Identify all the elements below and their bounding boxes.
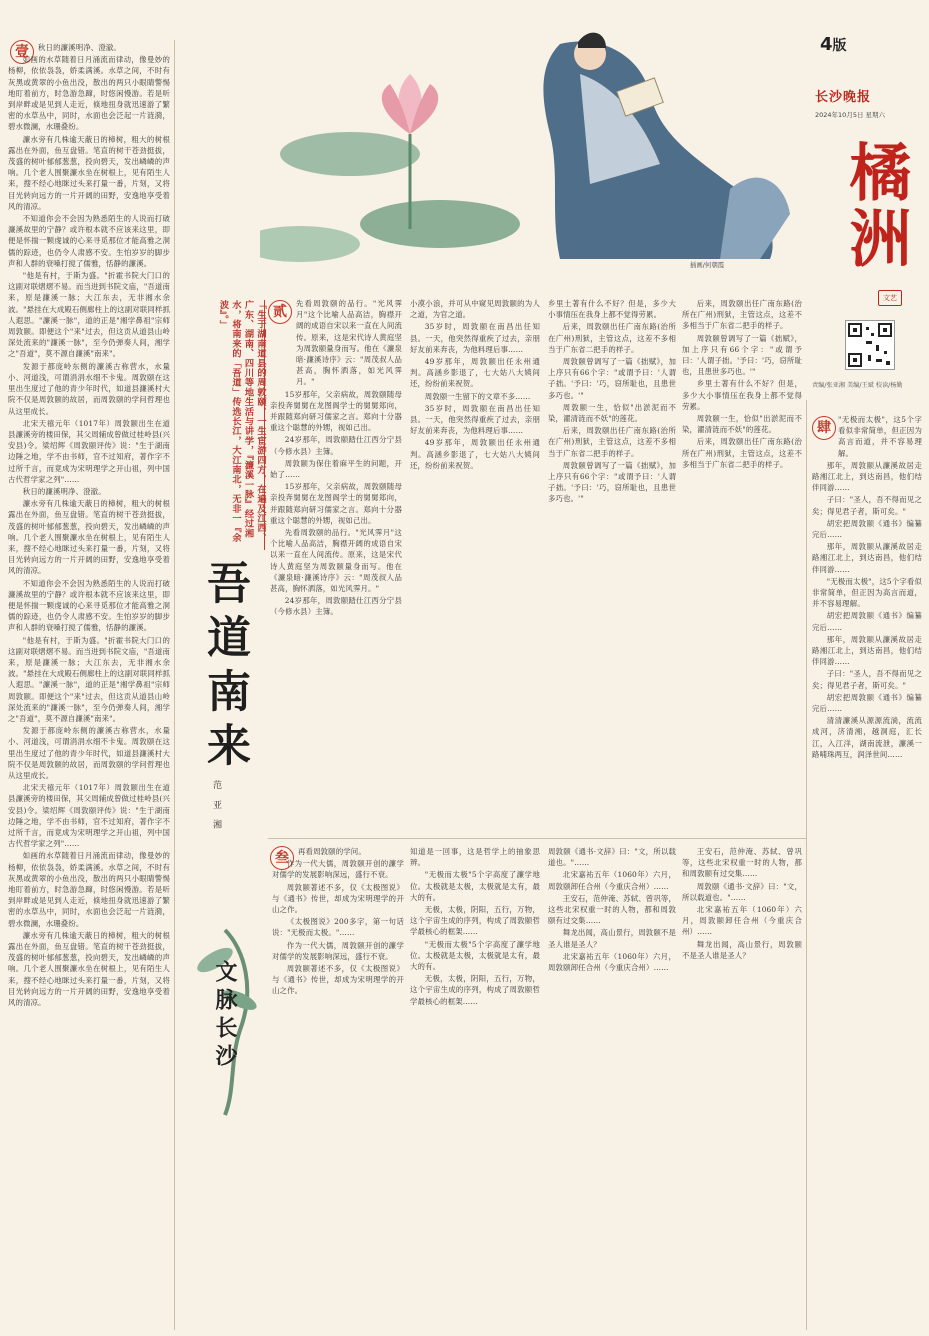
paragraph: 后来，周敦颐出任广南东路(治所在广州)刑狱，主管这点，这差不多相当于广东省二把手的样子。 bbox=[682, 299, 802, 331]
paragraph: 周敦颐曾调写了一篇《拙赋》，加上序只有66个字："或谓予曰：'人谓子拙。'予曰：'巧，窃所耻也，且患世多巧也。'" bbox=[548, 460, 676, 504]
paragraph: 15岁那年，父亲病故，周敦颐随母亲投奔舅舅在龙图阁学士的舅舅郑向，并跟随郑向研习儒家之言。郑向十分器重这个聪慧的外甥，视如己出。 bbox=[270, 482, 402, 525]
paragraph: 35岁时，周敦颐在南昌出任知县。一天，他突然得重疾了过去，亲朋好友前来奔丧，为他料理后事…… bbox=[410, 322, 540, 354]
section-badge-3: 叁 bbox=[270, 846, 294, 870]
paragraph: 不知道你会不会因为熟悉陌生的人说而打破濂溪故里的宁静？或许根本就不应该来这里，即便是怀揣一颗虔诚的心来寻觅那位才能高雅之洞儒的踪迹，也仍令人肃感不安。生怕岁岁的脚步声和人群的衰嗓打搅了儒雅，恬静的濂溪。 bbox=[8, 578, 170, 633]
masthead-logo: 长沙晚报 bbox=[815, 90, 872, 105]
paragraph: 北宋天禧元年（1017年）周敦颐出生在道县濂溪旁的楼田保，其父周辅成曾做过桂岭县(兴安县)令。梁绍辉《周敦颐评传》说："生于湖南边陲之地，学不由书师，官不过知府，著作字不过所千言，而竟成为宋明理学之开山祖，列中国古代哲学家之列"…… bbox=[8, 783, 170, 849]
paragraph: 子曰："圣人，吾不得而见之矣；得见君子者，斯可矣。" bbox=[812, 495, 922, 516]
paragraph: 先看周敦颐的品行。"光风霁月"这个比喻人品高洁，胸襟开阔的成语自宋以来一直在人间流传。原来，这是宋代诗人黄庭坚为周敦颐量身而写。他在《濂泉暗·濂溪诗序》云："周茂叔人品甚高，胸怀洒落，如光风霁月。" bbox=[296, 299, 402, 387]
article-column-1 bbox=[8, 42, 170, 1327]
brand-seal: 文艺 bbox=[878, 290, 902, 306]
paragraph: 24岁那年，周敦颐踏仕江西分宁县（今修水县）主簿。 bbox=[270, 596, 402, 617]
paragraph: 清清濂溪从源源流淌，流流成河，济清湘，越洞庭，汇长江，入江洋，湖南流泄，濂溪一路哺珠两互，润泽世间…… bbox=[812, 716, 922, 759]
paragraph: 无极，太极，阴阳，五行，万物，这个宇宙生成的序列，构成了周敦颐哲学最核心的框架…… bbox=[410, 905, 540, 937]
section-badge-1: 壹 bbox=[10, 40, 34, 64]
column-divider bbox=[806, 400, 807, 1330]
paragraph: "无极而太极"5个字高度了濂学地位。太极就是太极，太极就是太有，最大的有。 bbox=[410, 870, 540, 902]
paragraph: 再看周敦颐的学问。 bbox=[298, 847, 366, 856]
paragraph: 后来，周敦颐出任广南东路(治所在广州)刑狱，主管这点，这差不多相当于广东省二把手的样子。 bbox=[548, 322, 676, 354]
pull-quote: 「生于湖南道县的周敦颐，一生宦游四方，在遍及江西、广东、湖南、四川等地生活与讲学，『濂溪一脉』经过湘水，将南来的「吾道」传选长江，大江南北，无非一『余波』。」 bbox=[217, 300, 266, 543]
article-column-10 bbox=[812, 414, 922, 1330]
article-column-9 bbox=[682, 846, 802, 1330]
editor-credits: 责编/张亚湘 美编/王斌 校读/杨勤 bbox=[812, 382, 903, 389]
paragraph: 如画的水草随着日月涌流而律动，像曼妙的杨柳，依依袅袅，娇柔满溪。水草之间，不时有灰黑或黄翠的小鱼出没，散出的两只小眼睛警惕地盯着前方，时急游急蹿，时悠闲慢游。若是听到岸畔或是见到人走近，倏地扭身就迅速游了繁密的水草丛中，同时，水面也会泛起一片涟漪，碧水微澜，水珊叠纷。 bbox=[8, 851, 170, 928]
article-column-8 bbox=[548, 846, 676, 1330]
scholar-lotus-illustration bbox=[260, 14, 800, 274]
article-column-3 bbox=[410, 298, 540, 828]
paragraph: 小漠小浪，并可从中窥见周敦颐的为人之道，为官之道。 bbox=[410, 299, 540, 320]
paragraph: 作为一代大儒，周敦颐开创的濂学对儒学的发展影响深远，盛行不衰。 bbox=[272, 940, 404, 961]
paragraph: 胡宏把周敦颐《通书》编纂完后…… bbox=[812, 611, 922, 632]
article-column-5 bbox=[682, 298, 802, 828]
paragraph: 后来，周敦颐出任广南东路(治所在广州)刑狱，主管这点，这差不多相当于广东省二把手的样子。 bbox=[682, 437, 802, 469]
paragraph: "他是有村，于斯为盛。"折霍书院大门口的这副对联熠熠不易。而当进到书院文庙，"吾道南来，原是濂溪一脉；大江东去，无非湘水余波。"悬挂在大成殿石侧廊柱上的这副对联同样抓人遐思。"濂溪一脉"，道的正是"湘学鼻祖"宗师周敦颐。即便这个"来"过去，但这贡从道县山岭深处流来的"濂溪一脉"，至今仍弹奏人间，湘学之"吾道"，莫不源自濂溪"南来"。 bbox=[8, 635, 170, 723]
paragraph: 先看周敦颐的品行。"光风霁月"这个比喻人品高洁，胸襟开阔的成语自宋以来一直在人间流传。原来，这是宋代诗人黄庭坚为周敦颐量身而写。他在《濂泉暗·濂溪诗序》云："周茂叔人品甚高，胸怀洒落，如光风霁月。" bbox=[270, 528, 402, 594]
illustration-caption: 插画/何朝霞 bbox=[690, 261, 725, 269]
paragraph: 那年，周敦颐从濂溪故居走路湘江北上，到达南昌，他们结伴同游…… bbox=[812, 542, 922, 574]
section-badge-2: 贰 bbox=[268, 300, 292, 324]
article-author: 范 亚 湘 bbox=[211, 780, 221, 833]
paragraph: "无极而太极"5个字高度了濂学地位。太极就是太极，太极就是太有，最大的有。 bbox=[410, 939, 540, 972]
paragraph: 周敦颐曾调写了一篇《拙赋》，加上序只有66个字："或谓予曰：'人谓子拙。'予曰：'巧，窃所耻也，且患世多巧也。'" bbox=[682, 333, 802, 377]
paragraph: 乡里土著有什么不好？但是，多少大小事情压在我身上都不觉得劳累。 bbox=[548, 299, 676, 320]
paragraph: 周敦颐一生，恰似"出淤泥而不染，濯清涟而不妖"的莲花。 bbox=[548, 402, 676, 424]
issue-date: 2024年10月5日 星期六 bbox=[815, 111, 886, 119]
paragraph: 35岁时，周敦颐在南昌出任知县。一天，他突然得重疾了过去，亲朋好友前来奔丧，为他料理后事…… bbox=[410, 403, 540, 436]
paragraph: 王安石，范仲淹、苏轼、曾巩等，这些北宋权重一时的人物，都和周敦颐有过交集…… bbox=[682, 847, 802, 879]
paragraph: 濂水旁有几株逾天蔽日的樟树，粗大的树根露出在外面，鱼互盘错。笔直的树干苍劲挺拔，茂盛的树叶郁郁葱葱，投向碧天，发出嶙嶙的声响。几个老人围聚濂水坐在树根上，见有陌生人来，搜不经心地眯过头来打量一番，片刻，又将目光转向远方的一片开阔的田野，安逸地享受着风的清凉。 bbox=[8, 134, 170, 211]
page-number bbox=[820, 34, 847, 55]
paragraph: 胡宏把周敦颐《通书》编纂完后…… bbox=[812, 692, 922, 714]
paragraph: 49岁那年，周敦颐出任永州通判。高涵乡影退了，七大姑八大姨间还，纷纷前来祝贺。 bbox=[410, 357, 540, 389]
paragraph: 舞龙出闻，高山景行，周敦颐不是圣人谁是圣人？ bbox=[548, 928, 676, 949]
paragraph: "无极而太极"，这5个字看似非常简单，但正因为高言而道，并不容易理解。 bbox=[812, 576, 922, 609]
paragraph: 秋日的濂溪明净、澄澈。 bbox=[22, 486, 106, 496]
section-divider bbox=[268, 838, 806, 839]
paragraph: 发源于都庞岭东侧的濂溪古称营水，水量小、河道浅，可谓涓涓水细不卡鬼。周敦颐在这里出生度过了他的青少年时代，如道县濂溪村大院不仅是周敦颐的故居，而周敦颐的学问哲理也从这里成长。 bbox=[8, 726, 170, 780]
paragraph: 那年，周敦颐从濂溪故居走路湘江北上，到达南昌，他们结伴同游…… bbox=[812, 460, 922, 493]
paragraph: 北宋天禧元年（1017年）周敦颐出生在道县濂溪旁的楼田保，其父周辅成曾做过桂岭县(兴安县)令。梁绍辉《周敦颐评传》说："生于湖南边陲之地，学不由书师，官不过知府，著作字不过所千言，而竟成为宋明理学之开山祖，列中国古代哲学家之列"…… bbox=[8, 418, 170, 484]
paragraph: 胡宏把周敦颐《通书》编纂完后…… bbox=[812, 518, 922, 540]
paragraph: 周敦颐《通书·文辞》曰："文，所以载道也。"…… bbox=[548, 847, 676, 868]
article-column-4 bbox=[548, 298, 676, 828]
paragraph: 周敦颐为保住着麻平生的问题，开始了…… bbox=[270, 458, 402, 480]
paragraph: 49岁那年，周敦颐出任永州通判。高涵乡影退了，七大姑八大姨间还，纷纷前来祝贺。 bbox=[410, 438, 540, 470]
page-number-value: 4 bbox=[820, 34, 833, 55]
paragraph: 周敦颐曾调写了一篇《拙赋》，加上序只有66个字："或谓予曰：'人谓子拙。'予曰：'巧，窃所耻也，且患世多巧也。'" bbox=[548, 357, 676, 400]
paragraph: "他是有村，于斯为盛。"折霍书院大门口的这副对联熠熠不易。而当进到书院文庙，"吾道南来，原是濂溪一脉；大江东去，无非湘水余波。"悬挂在大成殿石侧廊柱上的这副对联同样抓人遐思。"濂溪一脉"，道的正是"湘学鼻祖"宗师周敦颐。即便这个"来"过去，但这贡从道县山岭深处流来的"濂溪一脉"，至今仍弹奏人间，湘学之"吾道"，莫不源自濂溪"南来"。 bbox=[8, 271, 170, 359]
qr-code-icon bbox=[846, 321, 894, 369]
paragraph: 周敦颐著述不多，仅《太极图说》与《通书》传世，却成为宋明理学的开山之作。 bbox=[272, 964, 404, 996]
paragraph: 如画的水草随着日月涌流而律动，像曼妙的杨柳，依依袅袅，娇柔满溪。水草之间，不时有灰黑或黄翠的小鱼出没，散出的两只小眼睛警惕地盯着前方，时急游急蹿，时悠闲慢游。若是听到岸畔或是见到人走近，倏地扭身就迅速游了繁密的水草丛中，同时，水面也会泛起一片涟漪，碧水微澜，水珊叠纷。 bbox=[8, 55, 170, 132]
column-divider bbox=[174, 40, 175, 1330]
paragraph: 周敦颐著述不多，仅《太极图说》与《通书》传世，却成为宋明理学的开山之作。 bbox=[272, 882, 404, 915]
paragraph: "无极而太极"，这5个字看似非常简单，但正因为高言而道，并不容易理解。 bbox=[838, 415, 922, 458]
article-column-7 bbox=[410, 846, 540, 1330]
page-number-suffix: 版 bbox=[832, 38, 847, 54]
paragraph: 子曰："圣人，吾不得而见之矣；得见君子者，斯可矣。" bbox=[812, 669, 922, 690]
paragraph: 秋日的濂溪明净、澄澈。 bbox=[38, 43, 121, 52]
article-title: 吾道南来 bbox=[199, 560, 250, 776]
section-badge-4: 肆 bbox=[812, 416, 836, 440]
paragraph: 濂水旁有几株逾天蔽日的樟树，粗大的树根露出在外面，鱼互盘错。笔直的树干苍劲挺拔，茂盛的树叶郁郁葱葱，投向碧天，发出嶙嶙的声响。几个老人围聚濂水坐在树根上，见有陌生人来，搜不经心地眯过头来打量一番，片刻，又将目光转向远方的一片开阔的田野，安逸地享受着风的清凉。 bbox=[8, 930, 170, 1008]
paragraph: 北宋嘉祐五年（1060年）六月，周敦颐卸任合州（今重庆合州）…… bbox=[682, 905, 802, 937]
paragraph: 北宋嘉祐五年（1060年）六月，周敦颐卸任合州（今重庆合州）…… bbox=[548, 870, 676, 891]
paragraph: 舞龙出闻，高山景行，周敦颐不是圣人谁是圣人？ bbox=[682, 939, 802, 960]
paragraph: 王安石，范仲淹、苏轼、曾巩等，这些北宋权重一时的人物，都和周敦颐有过交集…… bbox=[548, 893, 676, 926]
paragraph: 不知道你会不会因为熟悉陌生的人说而打破濂溪故里的宁静？或许根本就不应该来这里，即便是怀揣一颗虔诚的心来寻觅那位才能高雅之洞儒的踪迹，也仍令人肃感不安。生怕岁岁的脚步声和人群的衰嗓打搅了儒雅，恬静的濂溪。 bbox=[8, 214, 170, 268]
section-emblem-title: 文脉长沙 bbox=[212, 960, 238, 1072]
paragraph: 24岁那年，周敦颐踏仕江西分宁县（今修水县）主簿。 bbox=[270, 435, 402, 456]
column-brand: 橘洲 bbox=[839, 140, 912, 272]
paragraph: 乡里土著有什么不好？但是，多少大小事情压在我身上都不觉得劳累。 bbox=[682, 379, 802, 411]
article-column-6 bbox=[272, 846, 404, 1330]
paragraph: 无极，太极，阴阳，五行，万物，这个宇宙生成的序列，构成了周敦颐哲学最核心的框架…… bbox=[410, 974, 540, 1006]
paragraph: 那年，周敦颐从濂溪故居走路湘江北上，到达南昌，他们结伴同游…… bbox=[812, 634, 922, 667]
paragraph: 周敦颐一生留下的文章不多…… bbox=[424, 391, 531, 401]
paragraph: 周敦颐一生，恰似"出淤泥而不染，濯清涟而不妖"的莲花。 bbox=[682, 414, 802, 435]
paragraph: 15岁那年，父亲病故，周敦颐随母亲投奔舅舅在龙图阁学士的舅舅郑向，并跟随郑向研习儒家之言。郑向十分器重这个聪慧的外甥，视如己出。 bbox=[270, 389, 402, 433]
paragraph: 《太极图说》200多字，第一句话说："无极而太极。"…… bbox=[272, 917, 404, 938]
paragraph: 北宋嘉祐五年（1060年）六月，周敦颐卸任合州（今重庆合州）…… bbox=[548, 951, 676, 973]
paragraph: 周敦颐《通书·文辞》曰："文，所以载道也。"…… bbox=[682, 881, 802, 902]
paragraph: 发源于都庞岭东侧的濂溪古称营水，水量小、河道浅，可谓涓涓水细不卡鬼。周敦颐在这里出生度过了他的青少年时代，如道县濂溪村大院不仅是周敦颐的故居，而周敦颐的学问哲理也从这里成长。 bbox=[8, 361, 170, 416]
paragraph: 后来，周敦颐出任广南东路(治所在广州)刑狱，主管这点，这差不多相当于广东省二把手的样子。 bbox=[548, 426, 676, 458]
qr-code[interactable] bbox=[845, 320, 895, 370]
paragraph: 濂水旁有几株逾天蔽日的樟树，粗大的树根露出在外面，鱼互盘错。笔直的树干苍劲挺拔，茂盛的树叶郁郁葱葱，投向碧天，发出嶙嶙的声响。几个老人围聚濂水坐在树根上，见有陌生人来，搜不经心地眯过头来打量一番，片刻，又将目光转向远方的一片开阔的田野，安逸地享受着风的清凉。 bbox=[8, 499, 170, 576]
paragraph: 知道是一回事，这是哲学上的抽象思辨。 bbox=[410, 847, 540, 868]
paragraph: 作为一代大儒，周敦颐开创的濂学对儒学的发展影响深远，盛行不衰。 bbox=[272, 859, 404, 880]
article-column-2 bbox=[270, 298, 402, 828]
